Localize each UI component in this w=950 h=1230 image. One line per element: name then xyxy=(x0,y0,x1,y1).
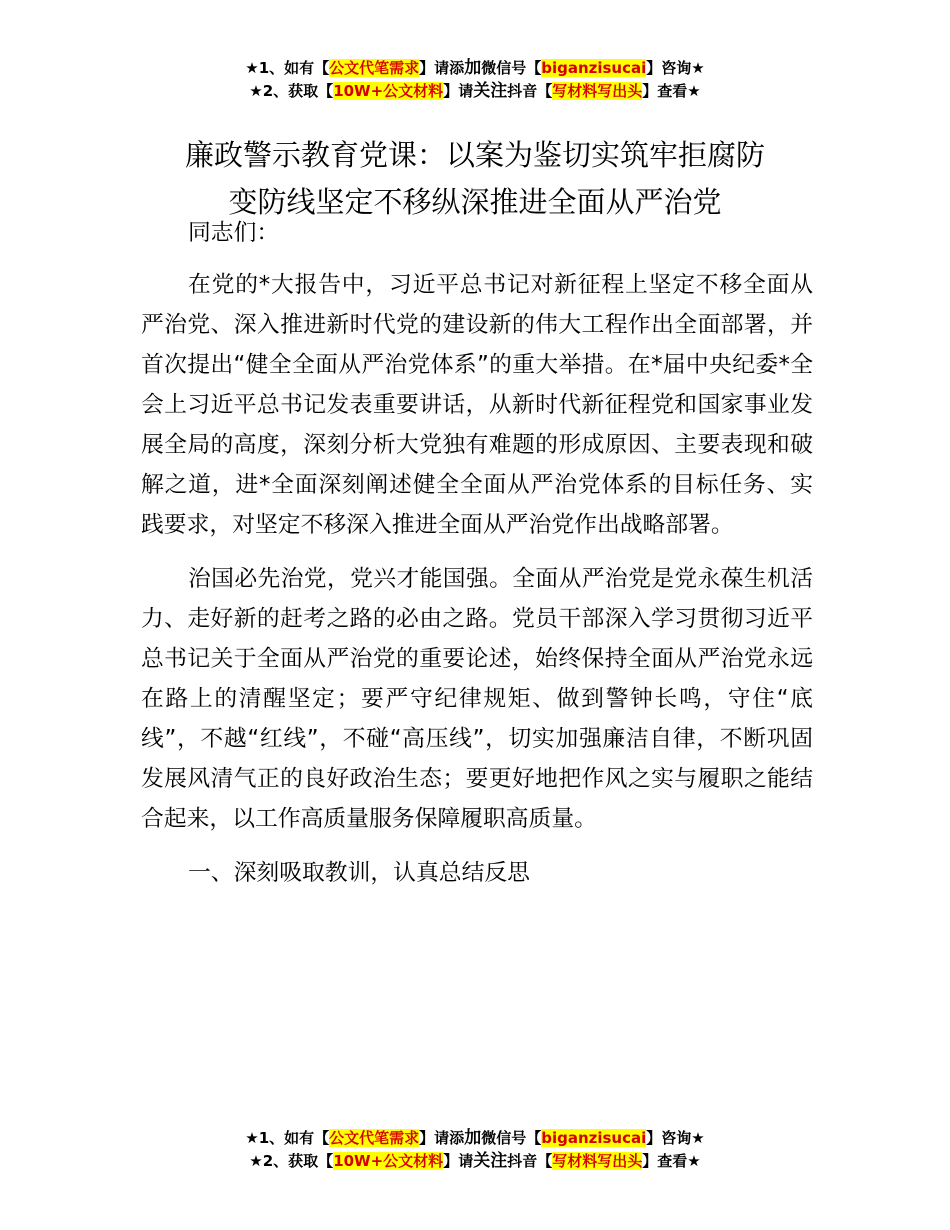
promo-text: ★1、如有【 xyxy=(245,59,330,77)
paragraph: 治国必先治党，党兴才能国强。全面从严治党是党永葆生机活力、走好新的赶考之路的必由之路。党员干部深入学习贯彻习近平总书记关于全面从严治党的重要论述，始终保持全面从严治党永远在路上的清醒坚定；要严守纪律规矩、做到警钟长鸣，守住“底线”，不越“红线”，不碰“高压线”，切实加强廉洁自律，不断巩固发展风清气正的良好政治生态；要更好地把作风之实与履职之能结合起来，以工作高质量服务保障履职高质量。 xyxy=(141,566,813,832)
document-body xyxy=(141,213,813,893)
promo-text: 】请 xyxy=(443,1152,474,1170)
promo-text: 】请 xyxy=(443,82,474,100)
promo-highlight-wechat-id: biganzisucai xyxy=(541,59,647,77)
promo-text: 抖音【 xyxy=(507,1152,553,1170)
promo-highlight: 公文代笔需求 xyxy=(329,59,420,77)
title-line-2: 变防线坚定不移纵深推进全面从严治党 xyxy=(228,185,722,220)
promo-highlight-wechat-id: biganzisucai xyxy=(541,1129,647,1147)
promo-banner-top xyxy=(0,57,950,103)
promo-highlight: 公文代笔需求 xyxy=(329,1129,420,1147)
promo-highlight: 10W+公文材料 xyxy=(333,82,444,100)
promo-text: 微信号【 xyxy=(481,1129,542,1147)
promo-line-2 xyxy=(0,80,950,103)
title-line-1: 廉政警示教育党课：以案为鉴切实筑牢拒腐防 xyxy=(184,138,765,173)
salutation: 同志们： xyxy=(188,220,280,246)
paragraph: 在党的*大报告中，习近平总书记对新征程上坚定不移全面从严治党、深入推进新时代党的建设新的伟大工程作出全面部署，并首次提出“健全全面从严治党体系”的重大举措。在*届中央纪委*全会上习近平总书记发表重要讲话，从新时代新征程党和国家事业发展全局的高度，深刻分析大党独有难题的形成原因、主要表现和破解之道，进*全面深刻阐述健全全面从严治党体系的目标任务、实践要求，对坚定不移深入推进全面从严治党作出战略部署。 xyxy=(141,272,813,538)
promo-text: 】咨询★ xyxy=(646,1129,705,1147)
promo-text: 】查看★ xyxy=(642,82,701,100)
promo-text: 】请添 xyxy=(419,59,465,77)
promo-text: 】咨询★ xyxy=(646,59,705,77)
promo-line-1 xyxy=(0,57,950,80)
promo-text: 微信号【 xyxy=(481,59,542,77)
promo-highlight-douyin: 写材料写出头 xyxy=(552,82,643,100)
promo-text: 】查看★ xyxy=(642,1152,701,1170)
promo-text: ★2、获取【 xyxy=(249,82,334,100)
promo-text: 关注 xyxy=(473,81,508,101)
promo-line-1 xyxy=(0,1127,950,1150)
promo-highlight: 10W+公文材料 xyxy=(333,1152,444,1170)
promo-text: 】请添 xyxy=(419,1129,465,1147)
promo-text: 抖音【 xyxy=(507,82,553,100)
promo-text: 加 xyxy=(464,58,482,78)
promo-highlight-douyin: 写材料写出头 xyxy=(552,1152,643,1170)
promo-text: 加 xyxy=(464,1128,482,1148)
promo-text: ★1、如有【 xyxy=(245,1129,330,1147)
section-heading: 一、深刻吸取教训，认真总结反思 xyxy=(188,860,530,886)
promo-text: ★2、获取【 xyxy=(249,1152,334,1170)
promo-text: 关注 xyxy=(473,1151,508,1171)
promo-line-2 xyxy=(0,1150,950,1173)
promo-banner-bottom xyxy=(0,1127,950,1173)
